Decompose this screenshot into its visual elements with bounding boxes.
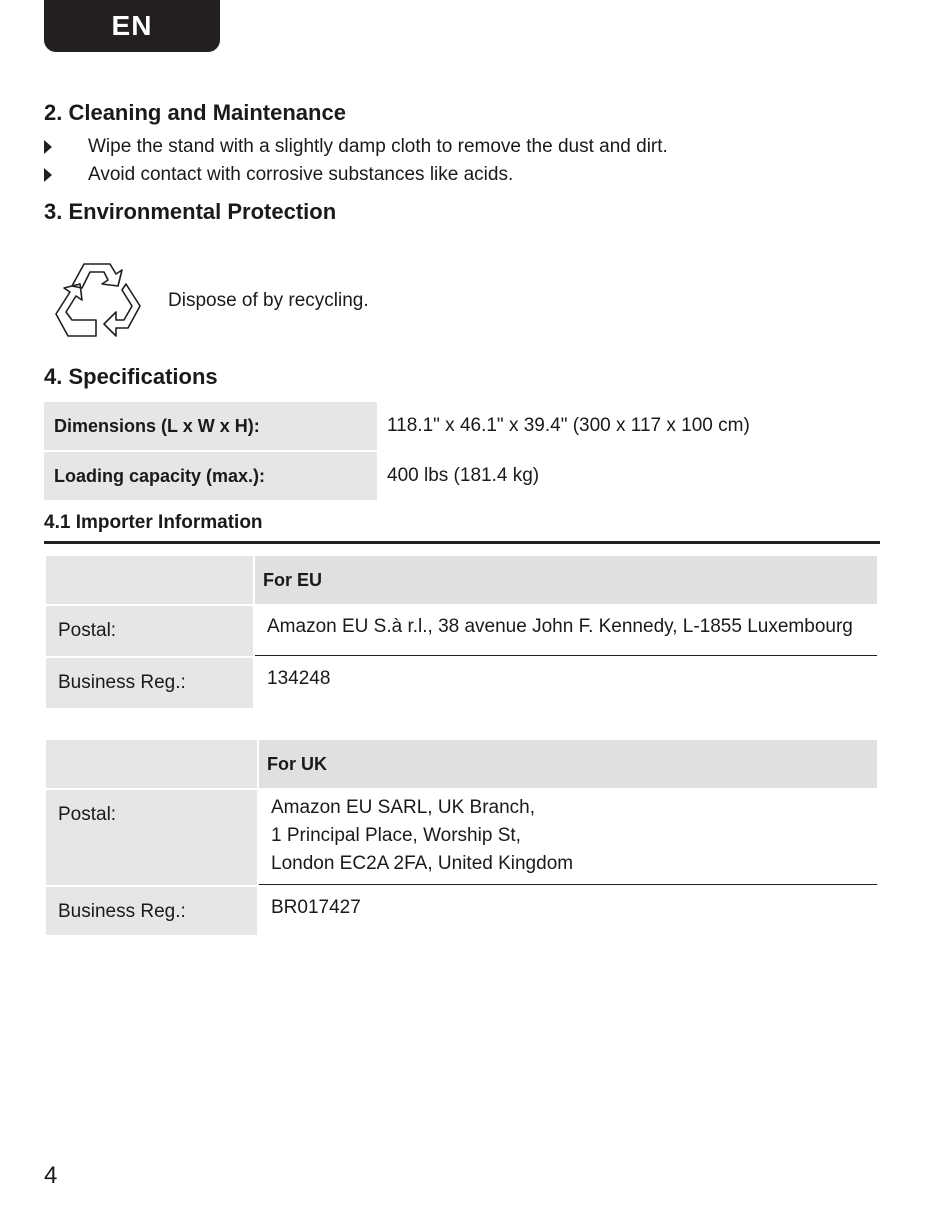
- importer-eu-table: [44, 556, 879, 708]
- blank-cell: [46, 740, 257, 788]
- postal-label: Postal:: [46, 790, 257, 885]
- list-item: [44, 136, 668, 158]
- business-reg-label: Business Reg.:: [46, 658, 253, 708]
- postal-label: Postal:: [46, 606, 253, 656]
- blank-cell: [46, 556, 253, 604]
- uk-business-reg-value: BR017427: [259, 887, 877, 935]
- page-number: 4: [44, 1162, 58, 1189]
- eu-header: For EU: [255, 556, 877, 604]
- list-item-text: Avoid contact with corrosive substances like acids.: [88, 164, 514, 185]
- table-row: [44, 402, 877, 450]
- eu-postal-value: Amazon EU S.à r.l., 38 avenue John F. Kennedy, L-1855 Luxembourg: [255, 606, 877, 656]
- eu-business-reg-value: 134248: [255, 658, 877, 708]
- table-row: [46, 606, 877, 656]
- section-divider: [44, 541, 880, 544]
- language-tab: [44, 0, 220, 52]
- cleaning-heading: 2. Cleaning and Maintenance: [44, 100, 346, 125]
- table-row: [46, 790, 877, 885]
- table-row: [46, 740, 877, 788]
- recycle-icon: [52, 256, 144, 348]
- table-row: [44, 452, 877, 500]
- address-line: 1 Principal Place, Worship St,: [271, 825, 521, 846]
- bullet-icon: [44, 140, 88, 154]
- spec-value: 118.1" x 46.1" x 39.4" (300 x 117 x 100 cm): [387, 415, 750, 436]
- environment-heading: 3. Environmental Protection: [44, 199, 337, 224]
- address-line: Amazon EU SARL, UK Branch,: [271, 797, 535, 818]
- specifications-heading: 4. Specifications: [44, 364, 218, 389]
- table-row: [46, 658, 877, 708]
- language-label: EN: [111, 10, 153, 41]
- importer-heading: 4.1 Importer Information: [44, 512, 263, 533]
- importer-uk-table: [44, 740, 879, 935]
- table-row: [46, 887, 877, 935]
- table-row: [46, 556, 877, 604]
- address-line: London EC2A 2FA, United Kingdom: [271, 853, 574, 874]
- spec-label: Dimensions (L x W x H):: [44, 402, 377, 450]
- specifications-table: [44, 400, 877, 502]
- spec-value: 400 lbs (181.4 kg): [387, 465, 540, 486]
- uk-header: For UK: [259, 740, 877, 788]
- bullet-icon: [44, 168, 88, 182]
- spec-label: Loading capacity (max.):: [44, 452, 377, 500]
- recycle-text: Dispose of by recycling.: [168, 290, 369, 311]
- list-item: [44, 164, 513, 186]
- business-reg-label: Business Reg.:: [46, 887, 257, 935]
- uk-postal-value: [259, 790, 877, 885]
- list-item-text: Wipe the stand with a slightly damp cloth to remove the dust and dirt.: [88, 136, 668, 157]
